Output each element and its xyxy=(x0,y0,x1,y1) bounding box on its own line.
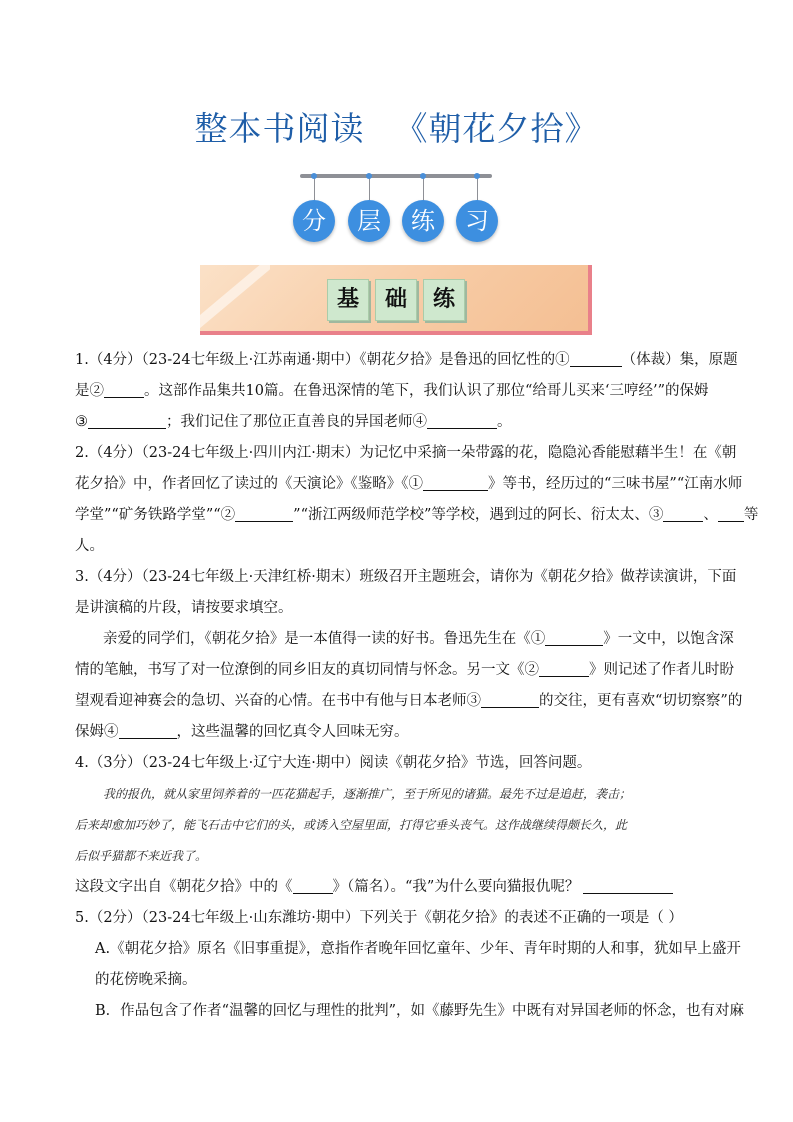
q3-text: 保姆④ xyxy=(75,724,119,740)
q3-text: 》一文中，以饱含深 xyxy=(603,631,734,647)
q2-text: 花夕拾》中，作者回忆了读过的《天演论》《鉴略》《① xyxy=(75,476,423,492)
q4-text: 》（篇名）。“我”为什么要向猫报仇呢？ xyxy=(332,879,580,895)
answer-blank[interactable] xyxy=(427,410,497,429)
q3-text: 亲爱的同学们，《朝花夕拾》是一本值得一读的好书。鲁迅先生在《① xyxy=(103,631,546,647)
q2-text: 等 xyxy=(743,507,759,523)
q2-text: 人。 xyxy=(75,538,104,554)
q1-text: ③ xyxy=(75,414,88,430)
title-main: 整本书阅读 xyxy=(194,109,365,148)
q1-text: 。这部作品集共10篇。在鲁迅深情的笔下，我们认识了那位“给哥儿买来‘三哼经’”的保姆 xyxy=(144,383,709,399)
passage-line: 后似乎猫都不来近我了。 xyxy=(75,849,208,863)
answer-blank[interactable] xyxy=(88,410,166,429)
q2-text: 》等书，经历过的“三味书屋”“江南水师 xyxy=(488,476,743,492)
banner-tile-ji: 基 xyxy=(327,279,369,321)
q1-text: （体裁）集，原题 xyxy=(621,352,738,368)
badge-lian: 练 xyxy=(402,200,444,242)
q3-text: 》则记述了作者儿时盼 xyxy=(589,662,734,678)
answer-blank[interactable] xyxy=(583,875,673,894)
answer-blank[interactable] xyxy=(481,689,539,708)
answer-blank[interactable] xyxy=(423,472,488,491)
badge-xi: 习 xyxy=(456,200,498,242)
banner-tile-lian: 练 xyxy=(423,279,465,321)
question-5 xyxy=(75,903,744,1027)
hanger-knob xyxy=(420,173,426,179)
answer-blank[interactable] xyxy=(539,658,589,677)
question-list xyxy=(75,345,759,1027)
answer-blank[interactable] xyxy=(293,875,333,894)
hanger-knob xyxy=(311,173,317,179)
q2-text: 、 xyxy=(703,507,718,523)
answer-blank[interactable] xyxy=(235,503,293,522)
hanger-knob xyxy=(474,173,480,179)
answer-blank[interactable] xyxy=(718,503,744,522)
option-a: 的花傍晚采摘。 xyxy=(95,972,197,988)
q3-text: 望观看迎神赛会的急切、兴奋的心情。在书中有他与日本老师③ xyxy=(75,693,481,709)
section-banner xyxy=(200,265,592,335)
banner-tile-chu: 础 xyxy=(375,279,417,321)
option-a: A.《朝花夕拾》原名《旧事重提》，意指作者晚年回忆童年、少年、青年时期的人和事，犹如早上盛开 xyxy=(95,941,741,957)
answer-blank[interactable] xyxy=(570,348,622,367)
option-b: B．作品包含了作者“温馨的回忆与理性的批判”，如《藤野先生》中既有对异国老师的怀念，也有对麻 xyxy=(95,1003,744,1019)
q1-text: 1.（4分）（23-24七年级上·江苏南通·期中）《朝花夕拾》是鲁迅的回忆性的① xyxy=(75,352,570,368)
q3-text: 情的笔触，书写了对一位潦倒的同乡旧友的真切同情与怀念。另一文《② xyxy=(75,662,539,678)
q4-text: 这段文字出自《朝花夕拾》中的《 xyxy=(75,879,293,895)
banner-stripe xyxy=(200,265,270,331)
q3-text: 是讲演稿的片段，请按要求填空。 xyxy=(75,600,293,616)
q3-text: 3.（4分）（23-24七年级上·天津红桥·期末）班级召开主题班会，请你为《朝花夕拾》做荐读演讲，下面 xyxy=(75,569,737,585)
question-4 xyxy=(75,748,725,903)
q5-text: 5.（2分）（23-24七年级上·山东潍坊·期中）下列关于《朝花夕拾》的表述不正确的一项是（ ） xyxy=(75,910,683,926)
answer-blank[interactable] xyxy=(104,379,144,398)
badge-ceng: 层 xyxy=(348,200,390,242)
hanger-rail xyxy=(300,174,492,178)
excerpt-passage xyxy=(75,779,725,872)
answer-blank[interactable] xyxy=(119,720,177,739)
hanger-knob xyxy=(366,173,372,179)
q1-text: 是② xyxy=(75,383,104,399)
badge-fen: 分 xyxy=(293,200,335,242)
q3-text: ，这些温馨的回忆真令人回味无穷。 xyxy=(176,724,409,740)
question-2 xyxy=(75,438,759,562)
page-title xyxy=(0,103,793,150)
q2-text: 2.（4分）（23-24七年级上·四川内江·期末）为记忆中采摘一朵带露的花，隐隐沁香能慰藉半生！在《朝 xyxy=(75,445,737,461)
q3-text: 的交往，更有喜欢“切切察察”的 xyxy=(539,693,743,709)
passage-line: 后来却愈加巧妙了，能飞石击中它们的头，或诱入空屋里面，打得它垂头丧气。这作战继续得颇长久，此 xyxy=(75,818,628,832)
q4-text: 4.（3分）（23-24七年级上·辽宁大连·期中）阅读《朝花夕拾》节选，回答问题。 xyxy=(75,755,592,771)
q2-text: ”“浙江两级师范学校”等学校，遇到过的阿长、衍太太、③ xyxy=(293,507,664,523)
passage-line: 我的报仇，就从家里饲养着的一匹花猫起手，逐渐推广，至于所见的诸猫。最先不过是追赶，袭击； xyxy=(103,787,632,801)
q1-text: 。 xyxy=(497,414,512,430)
question-3 xyxy=(75,562,743,748)
q1-text: ；我们记住了那位正直善良的异国老师④ xyxy=(166,414,427,430)
title-book: 《朝花夕拾》 xyxy=(394,109,599,148)
q2-text: 学堂”“矿务铁路学堂”“② xyxy=(75,507,236,523)
question-1 xyxy=(75,345,738,438)
answer-blank[interactable] xyxy=(545,627,603,646)
answer-blank[interactable] xyxy=(663,503,703,522)
